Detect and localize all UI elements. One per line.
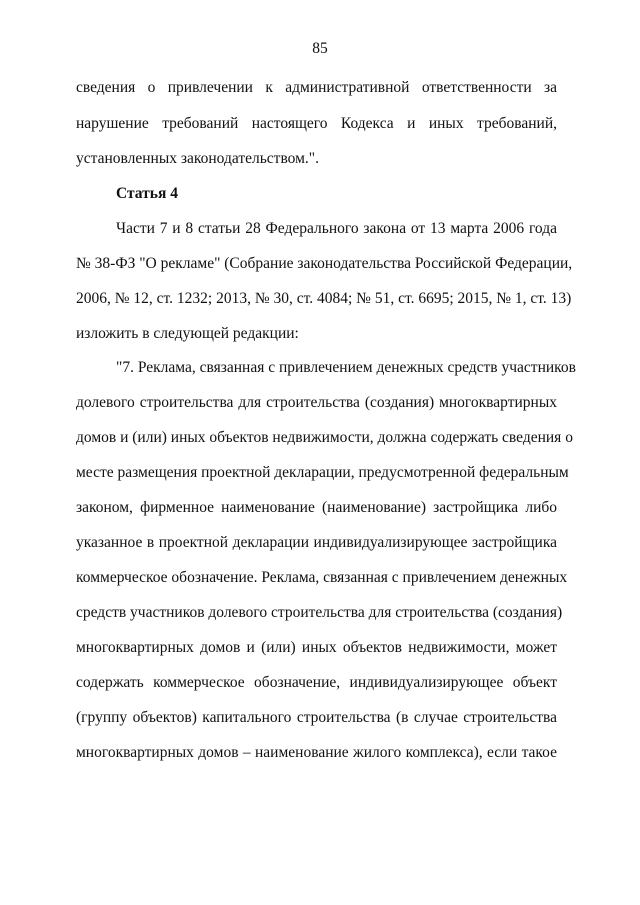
text-line: № 38-ФЗ "О рекламе" (Собрание законодательства Российской Федерации,	[76, 255, 573, 272]
page-number: 85	[312, 40, 328, 57]
text-line: сведения о привлечении к административной ответственности за	[76, 79, 557, 96]
text-line: законом, фирменное наименование (наименование) застройщика либо	[76, 499, 557, 516]
text-line: (группу объектов) капитального строительства (в случае строительства	[76, 709, 557, 726]
text-line: многоквартирных домов и (или) иных объектов недвижимости, может	[76, 639, 557, 656]
text-line: многоквартирных домов – наименование жилого комплекса), если такое	[76, 744, 557, 761]
text-line: месте размещения проектной декларации, предусмотренной федеральным	[76, 464, 569, 481]
article-heading: Статья 4	[116, 185, 178, 202]
text-line: 2006, № 12, ст. 1232; 2013, № 30, ст. 4084; № 51, ст. 6695; 2015, № 1, ст. 13)	[76, 290, 572, 307]
text-line: изложить в следующей редакции:	[76, 325, 299, 342]
text-line: домов и (или) иных объектов недвижимости, должна содержать сведения о	[76, 429, 573, 446]
text-line: средств участников долевого строительства для строительства (создания)	[76, 604, 563, 621]
text-line: Части 7 и 8 статьи 28 Федерального закона от 13 марта 2006 года	[116, 220, 557, 237]
text-line: нарушение требований настоящего Кодекса и иных требований,	[76, 115, 557, 132]
text-line: долевого строительства для строительства (создания) многоквартирных	[76, 394, 557, 411]
text-line: содержать коммерческое обозначение, индивидуализирующее объект	[76, 674, 557, 691]
text-line: коммерческое обозначение. Реклама, связанная с привлечением денежных	[76, 569, 568, 586]
text-line: установленных законодательством.".	[76, 150, 319, 167]
text-line: "7. Реклама, связанная с привлечением денежных средств участников	[116, 359, 576, 376]
text-line: указанное в проектной декларации индивидуализирующее застройщика	[76, 534, 557, 551]
